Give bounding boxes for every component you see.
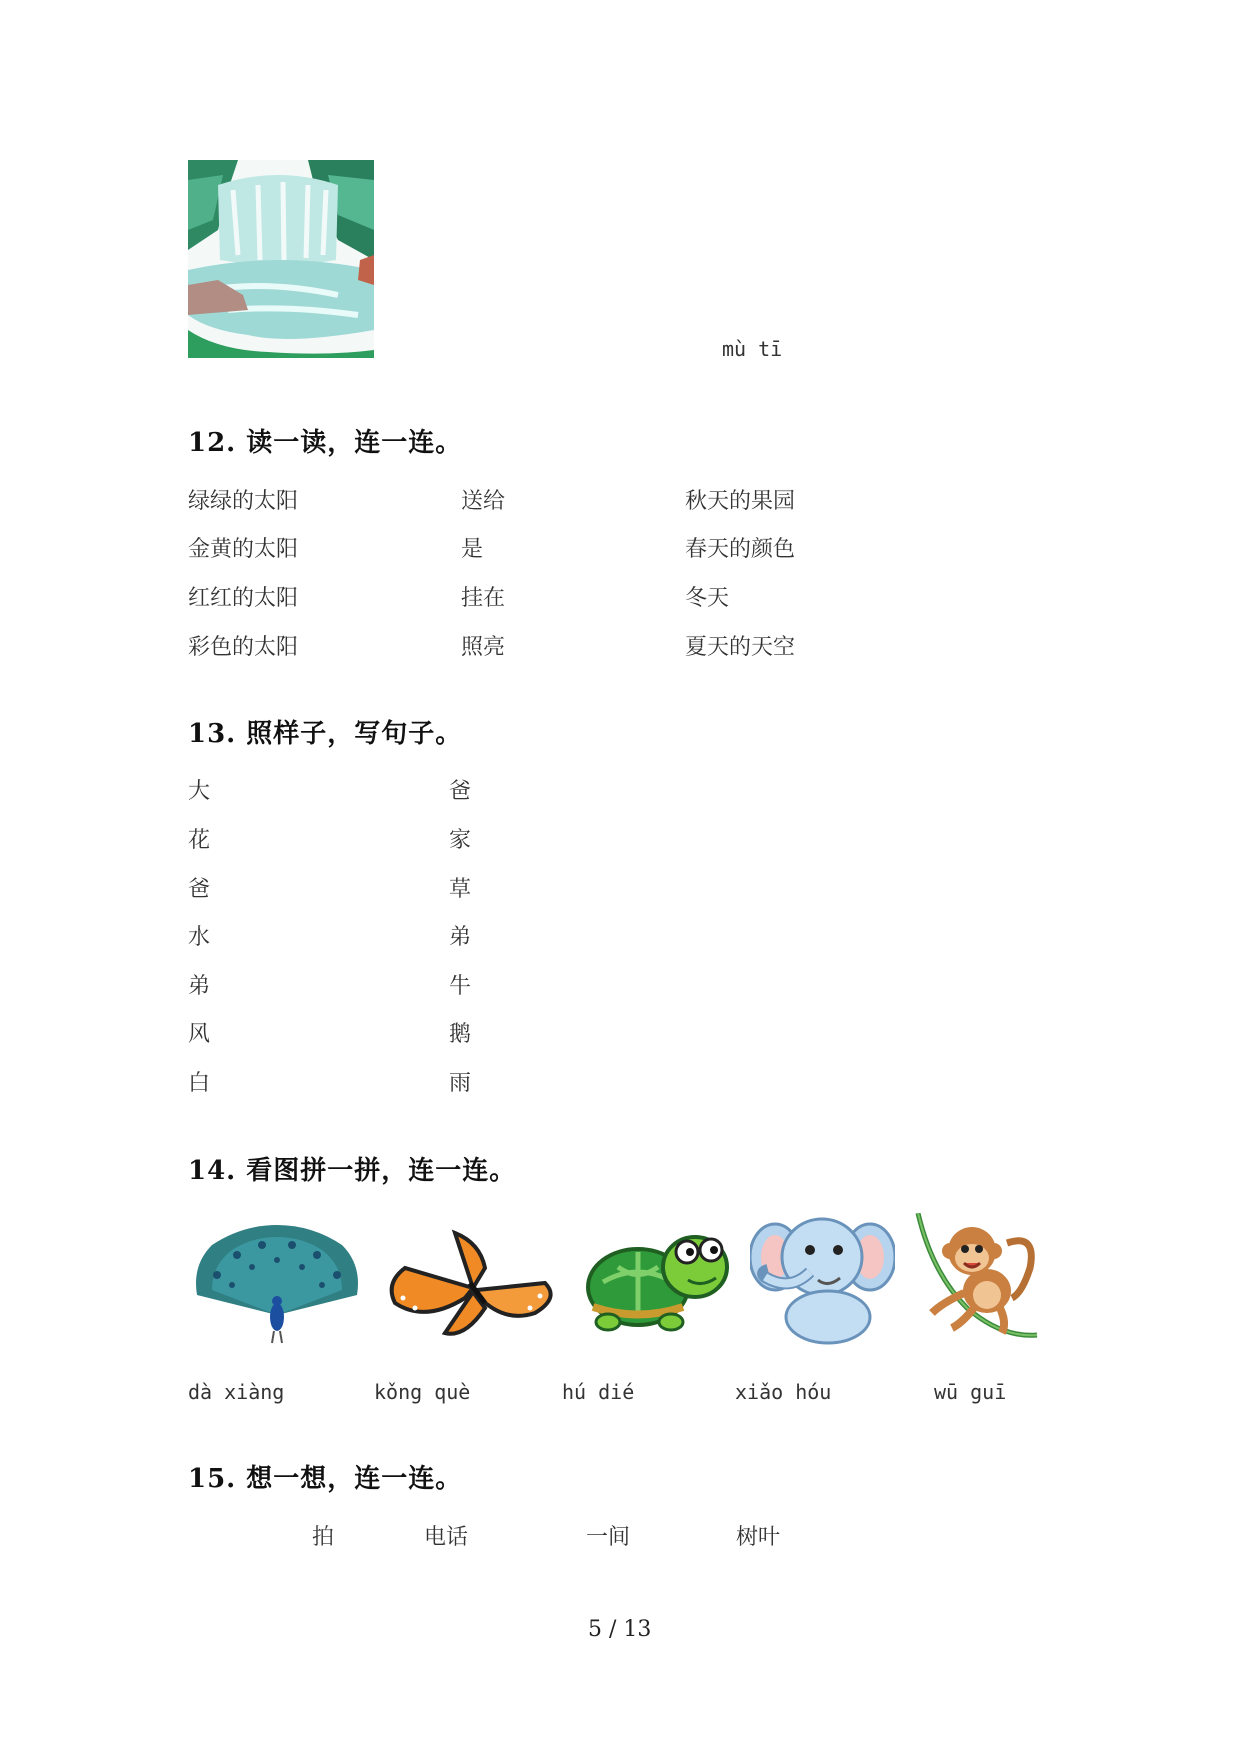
q12-middle-2: 是 <box>461 537 484 562</box>
q12-right-2: 春天的颜色 <box>685 537 796 562</box>
q13-left-2: 花 <box>188 828 211 853</box>
waterfall-image <box>188 160 374 358</box>
q12-left-2: 金黄的太阳 <box>188 537 299 562</box>
q13-left-1: 大 <box>188 779 211 804</box>
q13-right-4: 弟 <box>449 925 472 950</box>
q15-word-3: 一间 <box>586 1525 631 1550</box>
q13-right-7: 雨 <box>449 1071 472 1096</box>
q15-title: 15. 想一想，连一连。 <box>188 1464 463 1494</box>
q14-pinyin-3: hú dié <box>562 1380 635 1404</box>
q13-right-5: 牛 <box>449 974 472 999</box>
q13-left-4: 水 <box>188 925 211 950</box>
turtle-image <box>583 1222 731 1334</box>
monkey-image <box>912 1213 1040 1345</box>
elephant-image <box>750 1212 895 1347</box>
q15-word-2: 电话 <box>424 1525 469 1550</box>
q13-title: 13. 照样子，写句子。 <box>188 719 463 749</box>
q14-pinyin-2: kǒng què <box>374 1380 471 1404</box>
q13-right-2: 家 <box>449 828 472 853</box>
q14-title: 14. 看图拼一拼，连一连。 <box>188 1156 517 1186</box>
q12-left-1: 绿绿的太阳 <box>188 489 299 514</box>
q13-right-3: 草 <box>449 877 472 902</box>
q12-right-3: 冬天 <box>685 586 730 611</box>
q11-pinyin: mù tī <box>722 337 783 361</box>
q13-left-3: 爸 <box>188 877 211 902</box>
q13-left-6: 风 <box>188 1022 211 1047</box>
q13-left-5: 弟 <box>188 974 211 999</box>
peacock-image <box>192 1225 362 1345</box>
q12-middle-1: 送给 <box>461 489 506 514</box>
q12-left-4: 彩色的太阳 <box>188 635 299 660</box>
q13-right-6: 鹅 <box>449 1022 472 1047</box>
q12-right-4: 夏天的天空 <box>685 635 796 660</box>
butterfly-image <box>385 1228 560 1343</box>
q12-right-1: 秋天的果园 <box>685 489 796 514</box>
q13-left-7: 白 <box>188 1071 211 1096</box>
q14-pinyin-1: dà xiàng <box>188 1380 285 1404</box>
q12-middle-3: 挂在 <box>461 586 506 611</box>
q15-word-4: 树叶 <box>736 1525 781 1550</box>
q14-pinyin-4: xiǎo hóu <box>735 1380 832 1404</box>
page-number: 5 / 13 <box>588 1617 652 1642</box>
q13-right-1: 爸 <box>449 779 472 804</box>
q12-title: 12. 读一读，连一连。 <box>188 428 463 458</box>
q12-left-3: 红红的太阳 <box>188 586 299 611</box>
q14-pinyin-5: wū guī <box>934 1380 1007 1404</box>
q15-word-1: 拍 <box>312 1525 335 1550</box>
q12-middle-4: 照亮 <box>461 635 506 660</box>
